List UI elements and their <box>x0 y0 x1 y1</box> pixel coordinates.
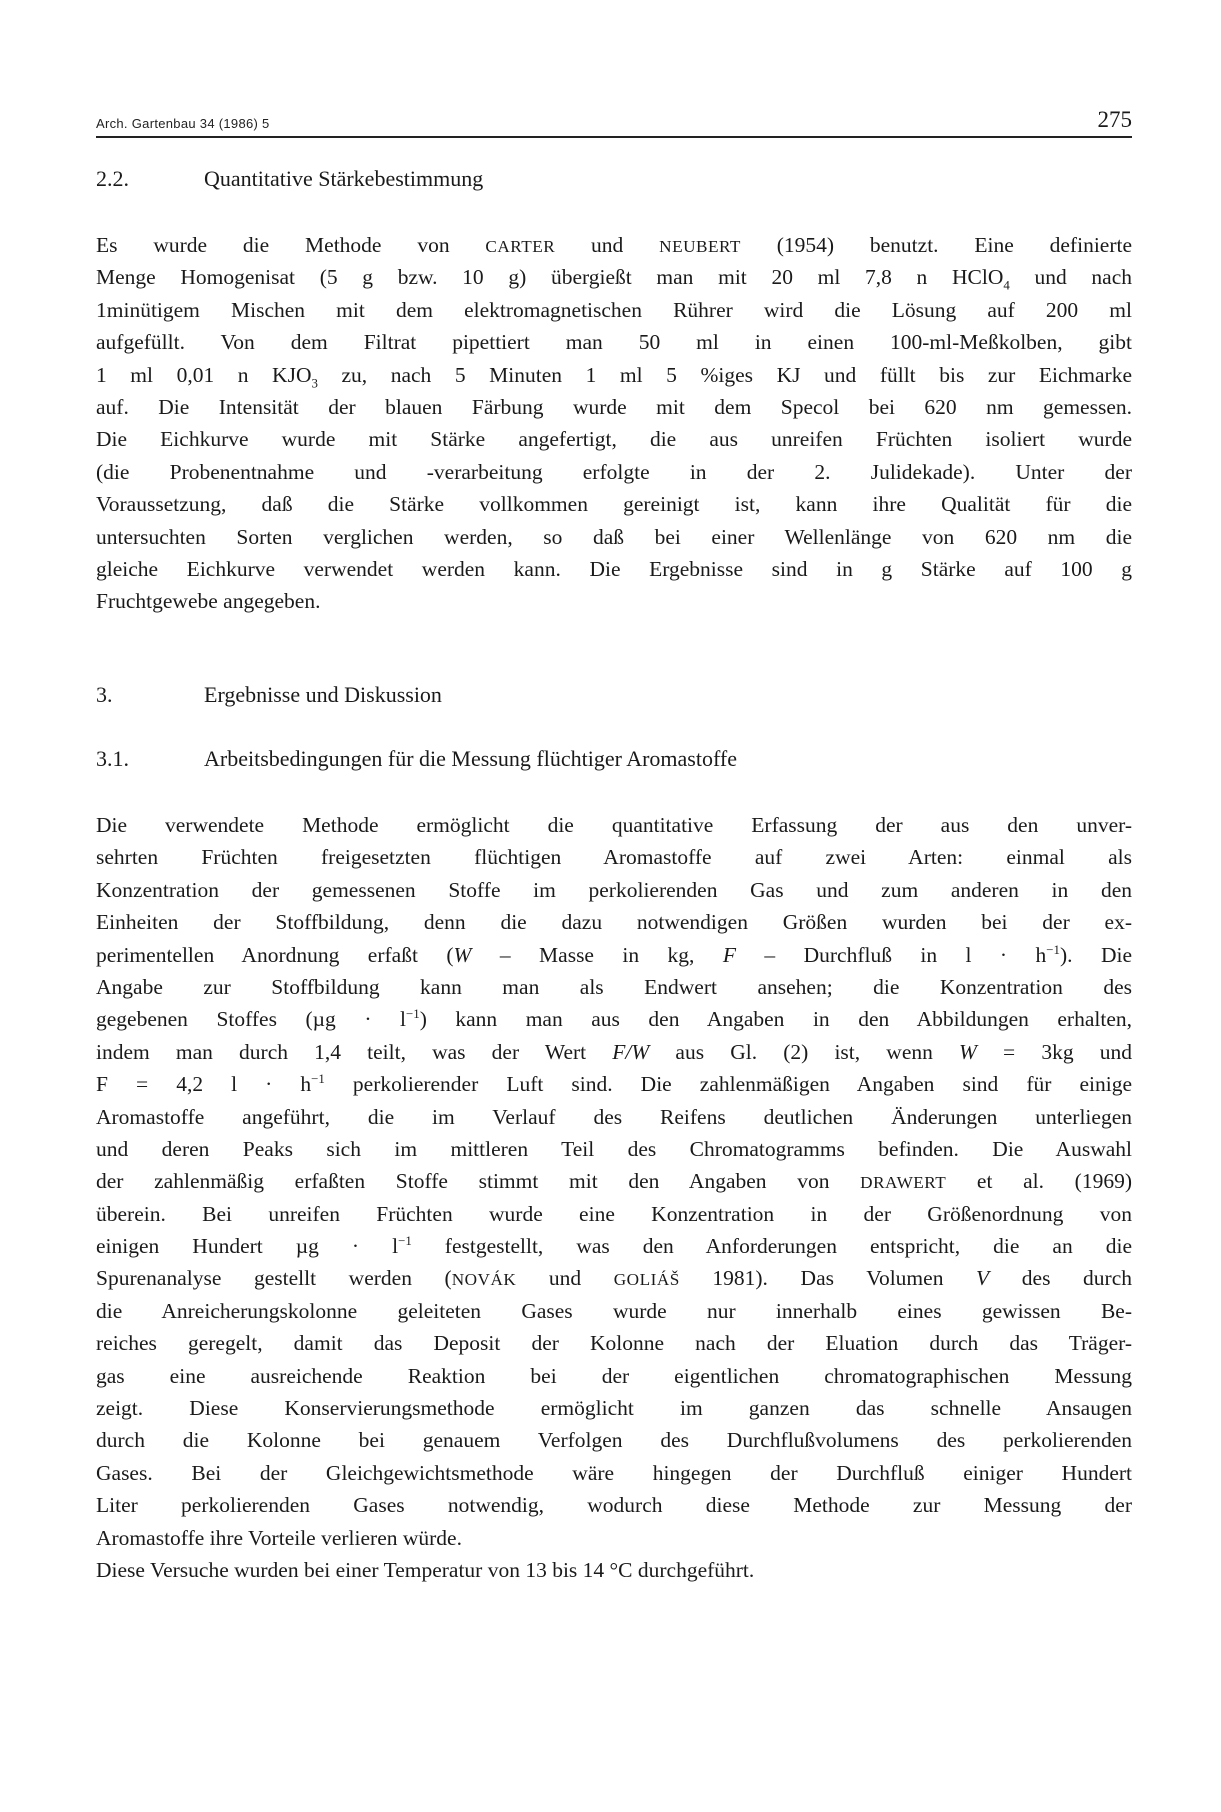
text-line: und deren Peaks sich im mittleren Teil des Chromatogramms befinden. Die Auswahl <box>96 1136 1132 1161</box>
section-number: 3. <box>96 682 113 707</box>
section-heading-2-2 <box>96 166 483 192</box>
text-line: gegebenen Stoffes $(\mu g \cdot l^{-1})$ kann man aus den Angaben in den Abbildungen erhalten, <box>96 1007 1132 1032</box>
text-line: Die Eichkurve wurde mit Stärke angefertigt, die aus unreifen Früchten isoliert wurde <box>96 427 1132 452</box>
paragraph-starch-method <box>96 229 1132 618</box>
author-name: NEUBERT <box>659 237 741 256</box>
section-title: Ergebnisse und Diskussion <box>204 682 442 707</box>
section-title: Quantitative Stärkebestimmung <box>204 166 484 191</box>
text-line: die Anreicherungskolonne geleiteten Gases wurde nur innerhalb eines gewissen Be- <box>96 1298 1132 1323</box>
paragraph-aroma-method <box>96 809 1132 1554</box>
text-line: gas eine ausreichende Reaktion bei der eigentlichen chromatographischen Messung <box>96 1363 1132 1388</box>
text-line: aufgefüllt. Von dem Filtrat pipettiert man 50 ml in einen 100-ml-Meßkolben, gibt <box>96 330 1132 355</box>
section-number: 3.1. <box>96 746 129 771</box>
text-line: Angabe zur Stoffbildung kann man als Endwert ansehen; die Konzentration des <box>96 974 1132 999</box>
section-heading-3 <box>96 682 442 708</box>
text-line: Einheiten der Stoffbildung, denn die dazu notwendigen Größen wurden bei der ex- <box>96 910 1132 935</box>
text-line: auf. Die Intensität der blauen Färbung wurde mit dem Specol bei 620 nm gemessen. <box>96 394 1132 419</box>
text-line: Voraussetzung, daß die Stärke vollkommen gereinigt ist, kann ihre Qualität für die <box>96 492 1132 517</box>
text-line: Liter perkolierenden Gases notwendig, wodurch diese Methode zur Messung der <box>96 1493 1132 1518</box>
text-line: Gases. Bei der Gleichgewichtsmethode wäre hingegen der Durchfluß einiger Hundert <box>96 1460 1132 1485</box>
text-line: perimentellen Anordnung erfaßt (W – Masse in kg, F – Durchfluß in $l \cdot h^{-1}$). Die <box>96 942 1133 967</box>
text-line: sehrten Früchten freigesetzten flüchtigen Aromastoffe auf zwei Arten: einmal als <box>96 845 1132 870</box>
paragraph-temperature <box>96 1554 1132 1586</box>
text-line: Konzentration der gemessenen Stoffe im perkolierenden Gas und zum anderen in den <box>96 877 1132 902</box>
text-line: indem man durch 1,4 teilt, was der Wert F/W aus Gl. (2) ist, wenn W = 3kg und <box>96 1039 1132 1064</box>
text-line: gleiche Eichkurve verwendet werden kann. Die Ergebnisse sind in g Stärke auf 100 g <box>96 556 1132 581</box>
text-line: Aromastoffe angeführt, die im Verlauf des Reifens deutlichen Änderungen unterliegen <box>96 1104 1132 1129</box>
text-line: durch die Kolonne bei genauem Verfolgen des Durchflußvolumens des perkolierenden <box>96 1428 1132 1453</box>
running-head <box>96 106 1132 138</box>
text-line: 1 ml 0,01 n $KJO_3$ zu, nach 5 Minuten 1 ml 5 %iges KJ und füllt bis zur Eichmarke <box>96 362 1132 390</box>
text-line: untersuchten Sorten verglichen werden, so daß bei einer Wellenlänge von 620 nm die <box>96 524 1132 549</box>
text-line: (die Probenentnahme und -verarbeitung erfolgte in der 2. Julidekade). Unter der <box>96 459 1132 484</box>
text-line: einigen Hundert $\mu g \cdot l^{-1}$ festgestellt, was den Anforderungen entspricht, die an die <box>96 1233 1132 1259</box>
text-line: Menge Homogenisat (5 g bzw. 10 g) übergießt man mit 20 ml 7,8 n HClO$_4$ und nach <box>96 265 1132 293</box>
author-name: GOLIÁŠ <box>613 1270 680 1290</box>
text-line: F = 4,2 $l \cdot h^{-1}$ perkolierender Luft sind. Die zahlenmäßigen Angaben sind für einige <box>96 1071 1133 1097</box>
text-line: reiches geregelt, damit das Deposit der Kolonne nach der Eluation durch das Träger- <box>96 1331 1132 1356</box>
text-line: überein. Bei unreifen Früchten wurde eine Konzentration in der Größenordnung von <box>96 1201 1132 1226</box>
text-line: Es wurde die Methode von CARTER und NEUBERT (1954) benutzt. Eine definierte <box>96 233 1133 257</box>
text-line: zeigt. Diese Konservierungsmethode ermöglicht im ganzen das schnelle Ansaugen <box>96 1396 1132 1421</box>
section-number: 2.2. <box>96 166 129 191</box>
page-number: 275 <box>1097 107 1132 132</box>
text-line: der zahlenmäßig erfaßten Stoffe stimmt mit den Angaben von DRAWERT et al. (1969) <box>96 1169 1132 1194</box>
author-name: NOVÁK <box>451 1270 517 1290</box>
text-line: Aromastoffe ihre Vorteile verlieren würde. <box>96 1525 462 1550</box>
author-name: CARTER <box>485 237 556 256</box>
section-title: Arbeitsbedingungen für die Messung flüchtiger Aromastoffe <box>204 746 737 771</box>
text-line: Spurenanalyse gestellt werden (NOVÁK und GOLIÁŠ 1981). Das Volumen V des durch <box>96 1266 1133 1291</box>
text-line: Die verwendete Methode ermöglicht die quantitative Erfassung der aus den unver- <box>96 813 1132 837</box>
text-line: Fruchtgewebe angegeben. <box>96 589 321 614</box>
author-name: DRAWERT <box>860 1173 947 1193</box>
text-line: 1minütigem Mischen mit dem elektromagnetischen Rührer wird die Lösung auf 200 ml <box>96 297 1132 322</box>
journal-reference: Arch. Gartenbau 34 (1986) 5 <box>96 116 270 131</box>
section-heading-3-1 <box>96 746 737 772</box>
text-line: Diese Versuche wurden bei einer Temperatur von 13 bis 14 °C durchgeführt. <box>96 1558 755 1582</box>
